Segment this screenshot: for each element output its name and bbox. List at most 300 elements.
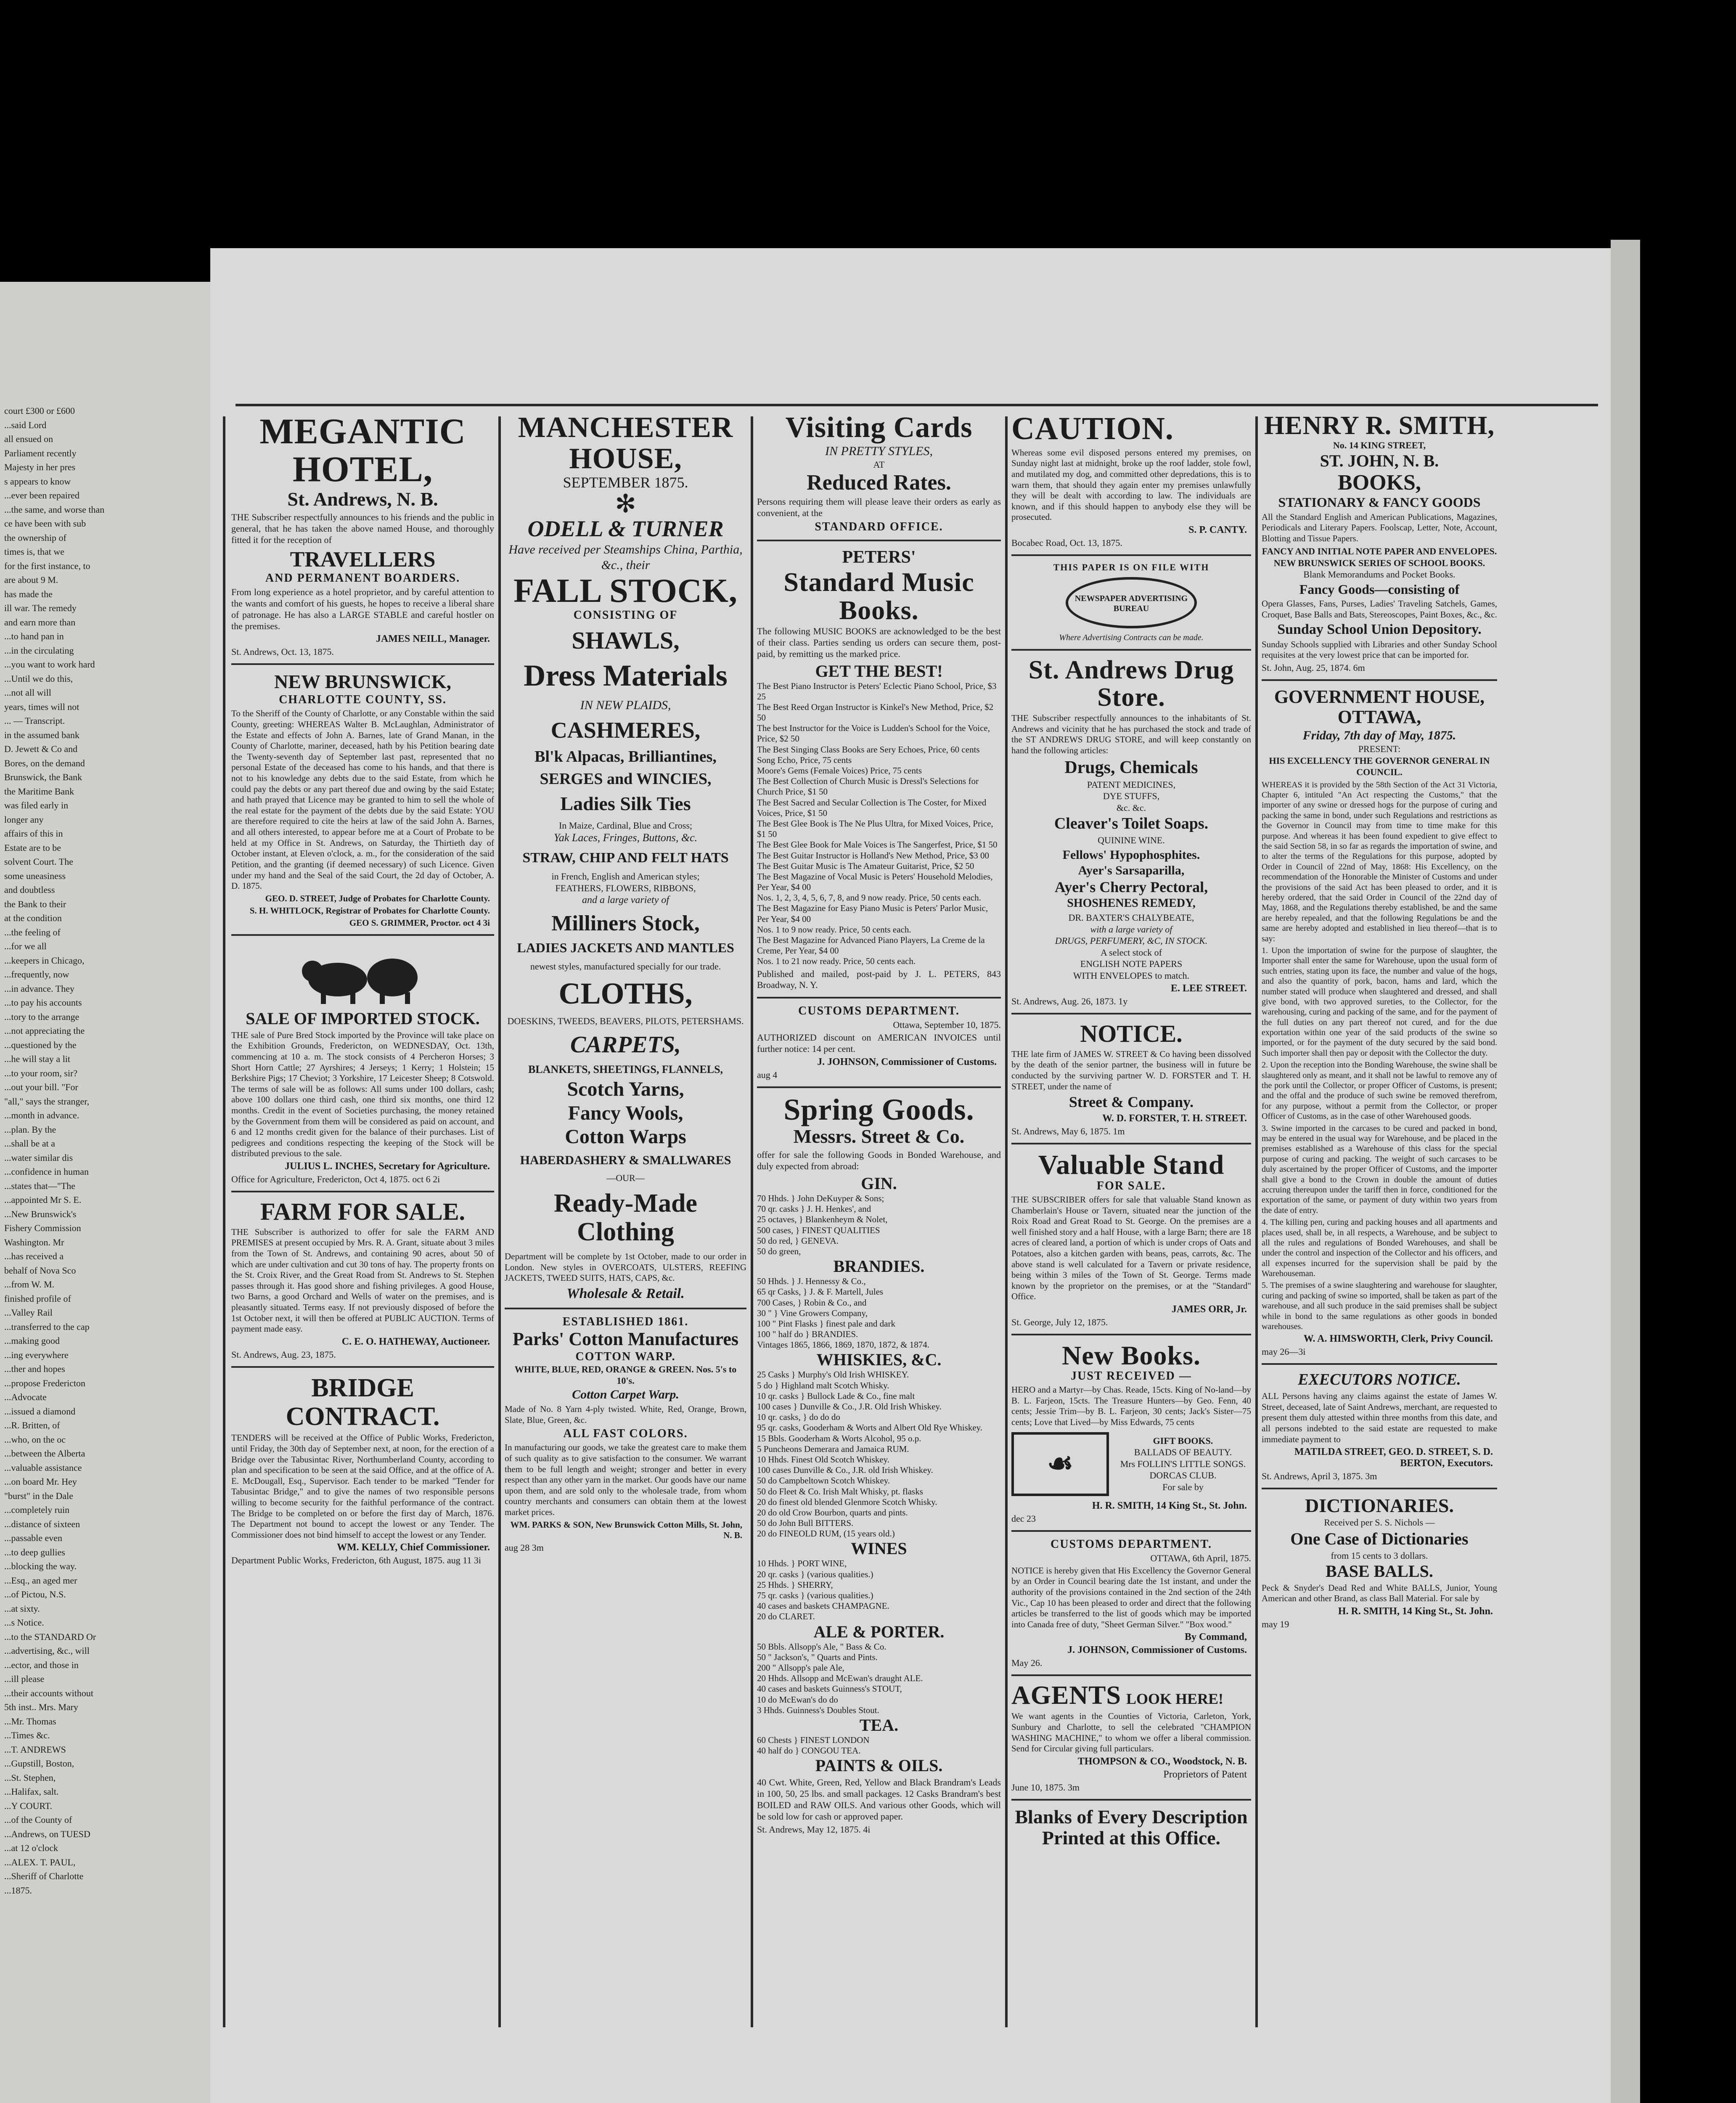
ale-list (757, 1642, 1001, 1716)
strip-line: the ownership of (4, 532, 66, 543)
agents-title: AGENTS (1011, 1681, 1121, 1710)
milliners-heading: Milliners Stock, (551, 911, 700, 936)
divider (757, 997, 1001, 999)
music-book-item: Moore's Gems (Female Voices) Price, 75 cents (757, 765, 922, 776)
ad-date: Office for Agriculture, Fredericton, Oct 4, 1875. oct 6 2i (231, 1174, 440, 1185)
sarsaparilla-line: Ayer's Sarsaparilla, (1078, 863, 1185, 877)
envelopes-line: WITH ENVELOPES to match. (1073, 970, 1190, 981)
left-page-fragment (0, 282, 210, 2103)
strip-line: ...Sheriff of Charlotte (4, 1871, 84, 1881)
visiting-cards-title: Visiting Cards (785, 412, 973, 444)
customs-signature: J. JOHNSON, Commissioner of Customs. (1067, 1645, 1247, 1656)
strip-line: "all," says the stranger, (4, 1096, 90, 1107)
government-date2: may 26—3i (1262, 1346, 1306, 1357)
music-text: The following MUSIC BOOKS are acknowledged to be the best of their class. Parties sending us orders can secure them, post-paid, by remitting us the marked price. (757, 626, 1001, 659)
stationary-text: All the Standard English and American Publications, Magazines, Periodicals and Literary Papers. Foolscap, Letter, Note, Account, Blotting and Tissue Papers. (1262, 511, 1497, 543)
brandy-item: 700 Cases, } Robin & Co., and (757, 1297, 867, 1308)
music-book-item: The Best Magazine for Easy Piano Music is Peters' Parlor Music, Per Year, $4 00 (757, 903, 988, 924)
emblem-sub: Where Advertising Contracts can be made. (1059, 633, 1204, 643)
column-3 (757, 412, 1001, 2031)
quinine-line: QUININE WINE. (1098, 835, 1165, 846)
strip-line: ...propose Fredericton (4, 1377, 86, 1388)
divider (757, 1086, 1001, 1088)
divider (1011, 1334, 1251, 1335)
ad-text: THE sale of Pure Bred Stock imported by the Province will take place on the Exhibition Grounds, Fredericton, on WEDNESDAY, Oct. 13th, commencing at 10 a. m. The stock consists of 4 Percheron Horses; 3 Short Horn Cattle; 27 Ayrshires; 4 Jerseys; 1 Kerry; 1 Holstein; 15 Berkshire Pigs; 17 Cheviot; 3 Yorkshire, 17 Leicester Sheep; 8 Cotswold. The terms of sale will be as follows: All sums under 100 dollars, cash; above 100 dollars one third cash, one third six months, one third 12 months. Credit in the event of Societies purchasing, the money retained by the Government from them will be considered as paid on account, and 6 and 12 months credit given for the balance of their purchases. List of pedigrees and conditions respecting the keeping of the Stock will be distributed previous to the sale. (231, 1030, 494, 1159)
wine-item: 20 qr. casks } (various qualities.) (757, 1569, 873, 1579)
strip-line: Estate are to be (4, 842, 61, 853)
agents-proprietors: Proprietors of Patent (1163, 1769, 1247, 1780)
our-line: —OUR— (606, 1173, 645, 1184)
column-5 (1262, 412, 1497, 2031)
strip-line: the Maritime Bank (4, 786, 74, 797)
divider (1011, 1530, 1251, 1532)
strip-line: ...Times &c. (4, 1730, 50, 1740)
brandy-item: Vintages 1865, 1866, 1869, 1870, 1872, & 1874. (757, 1340, 929, 1350)
ad-big: TRAVELLERS (290, 547, 436, 572)
whisky-item: 50 do John Bull BITTERS. (757, 1518, 854, 1528)
notice-title: NOTICE. (1080, 1020, 1183, 1048)
government-signature: W. A. HIMSWORTH, Clerk, Privy Council. (1303, 1333, 1493, 1345)
sunday-text: Sunday Schools supplied with Libraries and other Sunday School requisites at the very lowest price that can be imported for. (1262, 639, 1497, 660)
hats-heading: STRAW, CHIP AND FELT HATS (522, 850, 729, 866)
wholesale-line: Wholesale & Retail. (566, 1285, 685, 1301)
fellows-line: Fellows' Hypophosphites. (1062, 848, 1200, 862)
ornament-icon: ✻ (615, 490, 636, 518)
strip-line: times is, that we (4, 546, 64, 557)
customs-date2: May 26. (1011, 1658, 1043, 1669)
drug-text: THE Subscriber respectfully announces to the inhabitants of St. Andrews and vicinity that he has purchased the stock and trade of the ST ANDREWS DRUG STORE, and will keep constantly on hand the following articles: (1011, 713, 1251, 756)
music-book-item: The best Instructor for the Voice is Ludden's School for the Voice, Price, $2 50 (757, 723, 990, 744)
publisher-line: Published and mailed, post-paid by J. L. PETERS, 843 Broadway, N. Y. (757, 968, 1001, 991)
store-title: MANCHESTER HOUSE, (518, 412, 733, 475)
ad-signature: C. E. O. HATHEWAY, Auctioneer. (341, 1336, 490, 1347)
firm-name: Street & Company. (1069, 1094, 1194, 1111)
agents-text: We want agents in the Counties of Victoria, Carleton, York, Sunbury and Charlotte, to sell the celebrated "CHAMPION WASHING MACHINE," to whom we offer a liberal commission. Send for Circular giving full particulars. (1011, 1711, 1251, 1754)
strip-line: ...in advance. They (4, 983, 74, 994)
file-line: THIS PAPER IS ON FILE WITH (1053, 562, 1209, 573)
strip-line: has made the (4, 588, 53, 599)
strip-line: ...Mr. Thomas (4, 1716, 56, 1727)
dictionaries-title: DICTIONARIES. (1305, 1495, 1454, 1517)
ale-item: 50 Bbls. Allsopp's Ale, " Bass & Co. (757, 1641, 887, 1652)
haberdashery-line: HABERDASHERY & SMALLWARES (520, 1153, 731, 1168)
drugs-heading: Drugs, Chemicals (1064, 758, 1198, 777)
series-line: NEW BRUNSWICK SERIES OF SCHOOL BOOKS. (1273, 557, 1485, 568)
government-text: 2. Upon the reception into the Bonding Warehouse, the swine shall be slaughtered only as meant, and it shall not be lawful to remove any of the pork until the Collector, or proper Officer of Customs, is present; and the offal and the produce of such swine be removed therefrom, for any purpose, without a permit from the Collector, or proper Officer of Customs, as in the case of other Warehoused goods. (1262, 1060, 1497, 1121)
strip-line: ...said Lord (4, 419, 47, 430)
executors-title: EXECUTORS NOTICE. (1298, 1371, 1461, 1389)
ad-place: St. Andrews, N. B. (287, 488, 438, 510)
french-line: in French, English and American styles; (551, 871, 700, 882)
ad-text: THE Subscriber respectfully announces to his friends and the public in general, that he has taken the above named House, and thoroughly fitted it for the reception of (231, 512, 494, 546)
scotch-yarns: Scotch Yarns, (567, 1078, 684, 1100)
divider (1262, 679, 1497, 681)
top-rule (236, 404, 1598, 406)
fancy-paper-line: FANCY AND INITIAL NOTE PAPER AND ENVELOPES. (1262, 546, 1497, 557)
get-the-best: GET THE BEST! (815, 661, 943, 681)
established-line: ESTABLISHED 1861. (562, 1315, 689, 1329)
paints-text: 40 Cwt. White, Green, Red, Yellow and Black Brandram's Leads in 100, 50, 25 lbs. and small packages. 12 Casks Brandram's best BOILED and RAW OILS. And various other Goods, which will be sold low for cash or approved paper. (757, 1777, 1001, 1822)
visiting-sub: IN PRETTY STYLES, (825, 444, 933, 458)
divider (1011, 1143, 1251, 1144)
cashmeres-heading: CASHMERES, (550, 718, 701, 743)
strip-line: ...s Notice. (4, 1617, 44, 1628)
patent-line: PATENT MEDICINES, (1087, 779, 1176, 790)
strip-line: ...ther and hopes (4, 1364, 65, 1374)
strip-line: ...issued a diamond (4, 1406, 76, 1417)
present-line: PRESENT: (1358, 744, 1401, 755)
government-text: 1. Upon the importation of swine for the purpose of slaughter, the Importer shall enter the same for Warehouse, upon the usual form of such entries, stating upon its face, the number and value of the hogs, and also the quantity of pork, bacon, hams and lard, which the number stated will produce when slaughtered and dressed, and shall give bond, with two approved sureties, to the Collector, for the warehousing, curing and packing of the same, and for the payment of the full duties on any part thereof not cured, and for the due exportation within one year of the said products of the swine so imported, or for the payment of the duty secured by the said bond. Such importer shall then pay or deposit with the Collector the duty. (1262, 946, 1497, 1058)
caution-title: CAUTION. (1011, 412, 1174, 446)
music-book-item: The Best Sacred and Secular Collection is The Coster, for Mixed Voices, Price, $1 50 (757, 797, 987, 818)
gin-item: 500 cases, } FINEST QUALITIES (757, 1225, 880, 1235)
government-text: 3. Swine imported in the carcases to be cured and packed in bond, may be entered in the usual way for Warehouse, and be placed in the premises established as a Warehouse of this class for the special purpose of curing and packing. The weight of such carcases to be duly ascertained by the proper Officer of Customs, and the importer shall give a bond to the Crown in double the amount of duties accruing thereupon under the tariff then in force, conditioned for the exportation of the same, or payment of duty within two years from the date of entry. (1262, 1123, 1497, 1215)
government-text: WHEREAS it is provided by the 58th Section of the Act 31 Victoria, Chapter 6, intituled "An Act respecting the Customs," that the importer of any swine or dressed hogs for the purpose of curing and packing the same in bond, under such Regulations and restrictions as the Governor in Council may from time to time make for this purpose. And whereas it has been found expedient to give effect to the said Section 58, in so far as regards the importation of swine, and to alter the terms of the Regulations for this purpose, adopted by Order in Council of 22nd of May, 1868: His Excellency, on the recommendation of the Honorable the Minister of Customs and under the provisions of the said Act has been pleased to order, and it is hereby ordered, that the said Order in Council of the 22nd day of May, 1868, and the Regulations thereby established, be and the same are hereby repealed, and that the following Regulations be and the same are hereby adopted and established in lieu thereof—that is to say: (1262, 780, 1497, 943)
customs-text: NOTICE is hereby given that His Excellency the Governor General by an Order in Council bearing date the 1st instant, and under the authority of the provisions contained in the 2nd section of the 24th Vic., Cap 10 has been pleased to order and direct that the following articles be transferred to the list of goods which may be imported into Canada free of duty, "Sheet German Silver." "Box wood." (1011, 1565, 1251, 1629)
column-rule (498, 416, 501, 2027)
left-strip-text (4, 404, 202, 1897)
customs-heading: CUSTOMS DEPARTMENT. (798, 1004, 960, 1018)
strip-line: longer any (4, 814, 44, 825)
strip-line: ...to deep gullies (4, 1547, 65, 1557)
strip-line: ...ill please (4, 1674, 45, 1684)
sunday-school-heading: Sunday School Union Depository. (1277, 622, 1482, 638)
strip-line: ...confidence in human (4, 1166, 89, 1177)
whisky-item: 5 do } Highland malt Scotch Whisky. (757, 1380, 889, 1391)
blanks-notice: Blanks of Every Description Printed at this Office. (1015, 1806, 1248, 1849)
cloth-types: DOESKINS, TWEEDS, BEAVERS, PILOTS, PETERSHAMS. (507, 1016, 744, 1027)
strip-line: ...month in advance. (4, 1110, 79, 1120)
strip-line: ...to the STANDARD Or (4, 1631, 96, 1642)
whisky-item: 10 qr. casks } Bullock Lade & Co., fine malt (757, 1391, 915, 1401)
whisky-item: 50 do Campbeltown Scotch Whiskey. (757, 1475, 890, 1486)
fancy-goods-line: Fancy Goods—consisting of (1299, 581, 1460, 597)
strip-line: Brunswick, the Bank (4, 772, 82, 782)
strip-line: in the assumed bank (4, 729, 80, 740)
whisky-item: 20 do finest old blended Glenmore Scotch Whisky. (757, 1496, 937, 1507)
shawls-heading: SHAWLS, (572, 626, 680, 654)
whisky-item: 10 qr. casks, } do do do (757, 1412, 840, 1422)
strip-line: ...has received a (4, 1251, 64, 1261)
strip-line: ...not appreciating the (4, 1025, 85, 1036)
column-rule (1005, 416, 1008, 2027)
ale-item: 3 Hhds. Guinness's Doubles Stout. (757, 1705, 879, 1715)
base-balls-text: Peck & Snyder's Dead Red and White BALLS, Junior, Young American and other Brand, as class Ball Material. For sale by (1262, 1582, 1497, 1604)
base-balls-heading: BASE BALLS. (1326, 1561, 1433, 1581)
strip-line: ...New Brunswick's (4, 1208, 77, 1219)
just-received: JUST RECEIVED — (1071, 1369, 1192, 1383)
ad-signature: JAMES NEILL, Manager. (376, 633, 490, 645)
caution-date: Bocabec Road, Oct. 13, 1875. (1011, 538, 1122, 548)
divider (231, 663, 494, 665)
megantic-hotel-ad (231, 412, 494, 657)
strip-line: some uneasiness (4, 870, 66, 881)
ad-text: TENDERS will be received at the Office of Public Works, Fredericton, until Friday, the 30th day of September next, at noon, for the erection of a Bridge over the Tabusintac River, Northumberland County, according to plan and specification to be seen at the said Office, and at the office of A. E. McDougall, Esq., Supervisor. Each tender to be marked "Tender for Tabusintac Bridge," and to give the names of two responsible persons willing to become security for the faithful performance of the contract. The Bridge to be completed on or before the first day of March, 1876. The Department not bound to accept the lowest or any Tender. The Commissioner does not bind himself to accept the lowest or any Tender. (231, 1433, 494, 1540)
visiting-text: Persons requiring them will please leave their orders as early as convenient, at the (757, 496, 1001, 518)
excellency-line: HIS EXCELLENCY THE GOVERNOR GENERAL IN COUNCIL. (1269, 755, 1490, 778)
ale-item: 10 do McEwan's do do (757, 1694, 838, 1705)
strip-line: ...blocking the way. (4, 1561, 77, 1571)
stand-text: THE SUBSCRIBER offers for sale that valuable Stand known as Chamberlain's House or Tavern, situated near the junction of the Roix Road and Great Road to St. George. On the premises are a well finished story and a half House, with a large Barn; there are 18 acres of cleared land, a portion of which is under crops of Oats and Potatoes, also a kitchen garden with beans, peas, carrots, &c. The above stand is well calculated for a Tavern or private residence, being within 3 miles of the Town of St. George. Terms made known by the proprietor on the premises, or at the "Standard" Office. (1011, 1194, 1251, 1302)
wine-item: 25 Hhds. } SHERRY, (757, 1579, 833, 1590)
for-sale-line: FOR SALE. (1096, 1179, 1166, 1192)
stand-title: Valuable Stand (1038, 1149, 1225, 1180)
strip-line: ...R. Britten, of (4, 1420, 60, 1430)
divider (1011, 1799, 1251, 1801)
smith-city: ST. JOHN, N. B. (1320, 451, 1439, 470)
whisky-item: 20 do old Crow Bourbon, quarts and pints. (757, 1507, 908, 1518)
strip-line: ...frequently, now (4, 969, 69, 980)
wine-item: 40 cases and baskets CHAMPAGNE. (757, 1601, 889, 1611)
gin-item: 70 Hhds. } John DeKuyper & Sons; (757, 1193, 884, 1204)
books-date: dec 23 (1011, 1513, 1036, 1524)
cotton-warps: Cotton Warps (565, 1126, 686, 1148)
tea-list (757, 1735, 1001, 1756)
strip-line: ...passable even (4, 1533, 63, 1543)
dictionaries-price: from 15 cents to 3 dollars. (1331, 1550, 1428, 1561)
whiskies-heading: WHISKIES, &C. (816, 1350, 942, 1369)
one-case-line: One Case of Dictionaries (1290, 1529, 1469, 1549)
ties-colors: In Maize, Cardinal, Blue and Cross; (558, 820, 693, 831)
ad-title: BRIDGE CONTRACT. (286, 1373, 440, 1431)
strip-line: ...states that—"The (4, 1180, 76, 1191)
livestock-icon (287, 942, 439, 1005)
carpets-heading: CARPETS, (570, 1031, 681, 1058)
strip-line: ...ever been repaired (4, 490, 79, 501)
divider (231, 934, 494, 936)
strip-line: ...to pay his accounts (4, 997, 82, 1008)
strip-line: ...on board Mr. Hey (4, 1476, 77, 1487)
gin-item: 70 qr. casks } J. H. Henkes', and (757, 1204, 871, 1214)
customs-date: Ottawa, September 10, 1875. (893, 1020, 1001, 1030)
ale-item: 200 " Allsopp's pale Ale, (757, 1662, 844, 1673)
ad-text: THE Subscriber is authorized to offer for sale the FARM AND PREMISES at present occupied by Mrs. R. A. Grant, situate about 3 miles from the Town of St. Andrews, and containing 90 acres, about 50 of which are under cultivation and cut 30 tons of hay. The property fronts on the St. Croix River, and the Great Road from St. Andrews to St. Stephen passes through it. Has good shore and fishing privileges. A good House, two Barns, a good Orchard and Wells of water on the premises, and is pleasantly situated. Terms easy. If not previously disposed of before the 1st October next, it will then be offered at PUBLIC AUCTION. Terms of payment made easy. (231, 1226, 494, 1334)
strip-line: ...questioned by the (4, 1039, 77, 1050)
paints-heading: PAINTS & OILS. (815, 1756, 943, 1775)
column-rule (223, 416, 225, 2027)
warp-colors: WHITE, BLUE, RED, ORANGE & GREEN. Nos. 5's to 10's. (514, 1364, 737, 1386)
strip-line: ...distance of sixteen (4, 1518, 80, 1529)
dress-materials-heading: Dress Materials (524, 658, 728, 692)
strip-line: ill war. The remedy (4, 603, 77, 613)
brandy-item: 65 qr Casks, } J. & F. Martell, Jules (757, 1287, 884, 1297)
strip-line: ...1875. (4, 1885, 32, 1896)
whisky-item: 95 qr. casks, Gooderham & Worts and Albert Old Rye Whiskey. (757, 1422, 983, 1433)
books-heading: BOOKS, (1338, 470, 1421, 495)
strip-line: Fishery Commission (4, 1223, 81, 1233)
cloths-heading: CLOTHS, (558, 977, 693, 1011)
fancy-wools: Fancy Wools, (568, 1102, 683, 1124)
brandy-item: 100 " Pint Flasks } finest pale and dark (757, 1318, 895, 1329)
music-book-item: Nos. 1 to 9 now ready. Price, 50 cents each. (757, 924, 911, 935)
ad-date: St. Andrews, Oct. 13, 1875. (231, 646, 334, 657)
strip-line: and doubtless (4, 885, 55, 895)
dye-line: DYE STUFFS, (1103, 791, 1160, 802)
smith-title: HENRY R. SMITH, (1264, 412, 1495, 440)
strip-line: ...the same, and worse than (4, 504, 105, 515)
base-balls-date: may 19 (1262, 1618, 1289, 1629)
notice-title: NEW BRUNSWICK, (274, 671, 451, 693)
strip-line: ...of the County of (4, 1814, 72, 1825)
messrs-street: Messrs. Street & Co. (793, 1126, 965, 1147)
offer-text: offer for sale the following Goods in Bonded Warehouse, and duly expected from abroad: (757, 1149, 1001, 1172)
government-text: 5. The premises of a swine slaughtering and warehouse for slaughter, curing and packing of swine so imported, shall be taken as part of the warehouse, and all such produce in the said premises shall be subject while in bond to the same regulations as other goods in bonded warehouses. (1262, 1281, 1497, 1332)
whisky-list (757, 1369, 1001, 1539)
tea-item: 40 half do } CONGOU TEA. (757, 1745, 861, 1756)
book-emblem: ☙ (1011, 1432, 1109, 1496)
sunday-date: St. John, Aug. 25, 1874. 6m (1262, 662, 1365, 673)
strip-line: ...not all will (4, 687, 51, 698)
executors-date: St. Andrews, April 3, 1875. 3m (1262, 1471, 1377, 1482)
ready-made-heading: Ready-Made Clothing (554, 1189, 697, 1246)
gin-list (757, 1193, 1001, 1257)
ale-heading: ALE & PORTER. (813, 1622, 945, 1641)
tea-heading: TEA. (859, 1715, 899, 1735)
stationary-heading: STATIONARY & FANCY GOODS (1278, 494, 1481, 510)
music-book-item: The Best Glee Book is The Ne Plus Ultra, for Mixed Voices, Price, $1 50 (757, 818, 993, 840)
follen-line: Mrs FOLLIN'S LITTLE SONGS. (1120, 1458, 1246, 1469)
gift-books: GIFT BOOKS. (1153, 1435, 1213, 1446)
strip-line: ...at 12 o'clock (4, 1843, 58, 1853)
firm-name: ODELL & TURNER (527, 516, 724, 542)
parks-heading: Parks' Cotton Manufactures (513, 1329, 738, 1350)
new-books-title: New Books. (1061, 1340, 1201, 1371)
divider (231, 1366, 494, 1368)
executors-signature: MATILDA STREET, GEO. D. STREET, S. D. BERTON, Executors. (1294, 1446, 1493, 1469)
brandy-item: 100 " half do } BRANDIES. (757, 1329, 858, 1340)
strip-line: ...shall be at a (4, 1138, 55, 1149)
music-book-item: Nos. 1 to 21 now ready. Price, 50 cents each. (757, 956, 916, 967)
strip-line: Bores, on the demand (4, 758, 85, 768)
livestock-engraving (231, 942, 494, 1009)
blankets-line: BLANKETS, SHEETINGS, FLANNELS, (528, 1063, 723, 1076)
whisky-item: 20 do FINEOLD RUM, (15 years old.) (757, 1528, 895, 1539)
strip-line: all ensued on (4, 434, 53, 444)
notice-text: To the Sheriff of the County of Charlotte, or any Constable within the said County, greeting: WHEREAS Walter B. McLaughlan, Administrator of the Estate and effects of John A. Barnes, late of Grand Manan, in the County of Charlotte, mariner, deceased, hath by his Petition bearing date the Twenty-seventh day of September last past, represented that no personal Estate of the deceased has come to his hands, and that there is not to his knowledge any debts due to the said Estate, from which he could pay the debts or any part thereof due and owing by the said Estate; and hath prayed that Licence may be granted to him to sell the whole of the real estate for the payment of the debts due by the said Estate: YOU are therefore required to cite the heirs at law of the said John A. Barnes, and all others interested, to appear before me at a Court of Probate to be held at my Office in St. Andrews, on Saturday, the Thirtieth day of October instant, at Eleven o'clock, a. m., for the consideration of the said Petition, and the granting (if deemed necessary) of such Licence. Given under my hand and the Seal of the said Court, the 2d day of October, A. D. 1875. (231, 708, 494, 891)
ad-title: SALE OF IMPORTED STOCK. (246, 1009, 480, 1028)
strip-line: ...between the Alberta (4, 1448, 85, 1459)
divider (1011, 554, 1251, 556)
music-book-item: The Best Reed Organ Instructor is Kinkel's New Method, Price, $2 50 (757, 702, 994, 723)
drug-signature: E. LEE STREET. (1171, 983, 1247, 994)
divider (1262, 1363, 1497, 1365)
strip-line: ...completely ruin (4, 1504, 70, 1515)
agents-signature: THOMPSON & CO., Woodstock, N. B. (1077, 1756, 1247, 1767)
strip-line: ...Gupstill, Boston, (4, 1758, 74, 1769)
whisky-item: 15 Bbls. Gooderham & Worts Alcohol, 95 o.p. (757, 1433, 921, 1443)
strip-line: are about 9 M. (4, 575, 58, 585)
stand-date: St. George, July 12, 1875. (1011, 1317, 1108, 1328)
whisky-item: 100 cases Dunville & Co., J.R. old Irish Whiskey. (757, 1465, 933, 1475)
strip-line: ...valuable assistance (4, 1462, 82, 1473)
strip-line: and earn more than (4, 617, 76, 628)
ad-signature: WM. KELLY, Chief Commissioner. (336, 1542, 490, 1553)
parks-text: In manufacturing our goods, we take the greatest care to make them of such quality as to give satisfaction to the consumer. We warrant them to be full length and weight; stronger and better in every respect than any other yarn in the market. Our goods have our name upon them, and are sold only to the wholesale trade, from whom country merchants and consumers can obtain them at the lowest market prices. (505, 1442, 746, 1518)
music-book-item: The Best Collection of Church Music is Dressl's Selections for Church Price, $1 50 (757, 776, 979, 797)
whisky-item: 25 Casks } Murphy's Old Irish WHISKEY. (757, 1369, 909, 1380)
wines-heading: WINES (851, 1539, 907, 1558)
dictionaries-received: Received per S. S. Nichols — (1324, 1517, 1435, 1528)
strip-line: ...ing everywhere (4, 1349, 69, 1360)
music-book-item: Song Echo, Price, 75 cents (757, 755, 852, 765)
farm-for-sale-ad (231, 1198, 494, 1360)
advertising-bureau-emblem (1066, 577, 1197, 628)
strip-line: ...Y COURT. (4, 1800, 53, 1811)
divider (1011, 1674, 1251, 1676)
music-book-item: The Best Piano Instructor is Peters' Eclectic Piano School, Price, $3 25 (757, 681, 997, 702)
drug-store-title: St. Andrews Drug Store. (1028, 656, 1234, 712)
executors-text: ALL Persons having any claims against the estate of James W. Street, deceased, late of Saint Andrews, merchant, are requested to present them duly attested within three months from this date, and all persons indebted to the said estate are requested to make immediate payment to (1262, 1391, 1497, 1444)
jackets-line: LADIES JACKETS AND MANTLES (517, 940, 734, 956)
brandy-item: 50 Hhds. } J. Hennessy & Co., (757, 1276, 866, 1287)
strip-line: ...Until we do this, (4, 673, 73, 684)
music-books-title: Standard Music Books. (783, 567, 974, 625)
strip-line: ...their accounts without (4, 1687, 94, 1698)
whisky-item: 5 Puncheons Demerara and Jamaica RUM. (757, 1443, 909, 1454)
strip-line: ...from W. M. (4, 1279, 55, 1290)
perfume-line: DRUGS, PERFUMERY, &C, IN STOCK. (1055, 935, 1208, 946)
customs-by: By Command, (1184, 1632, 1247, 1643)
notice-signature: W. D. FORSTER, T. H. STREET. (1102, 1112, 1247, 1124)
strip-line: 5th inst.. Mrs. Mary (4, 1702, 78, 1712)
ties-heading: Ladies Silk Ties (560, 793, 691, 815)
alpacas-line: Bl'k Alpacas, Brilliantines, (535, 747, 717, 765)
strip-line: ...for we all (4, 941, 47, 951)
baxter-line: DR. BAXTER'S CHALYBEATE, (1068, 912, 1194, 923)
strip-line: behalf of Nova Sco (4, 1265, 76, 1276)
strip-line: solvent Court. The (4, 856, 73, 867)
strip-line: ...T. ANDREWS (4, 1744, 66, 1755)
notice-signature: GEO. D. STREET, Judge of Probates for Charlotte County. (265, 893, 490, 903)
variety-line: with a large variety of (1090, 924, 1172, 935)
stand-signature: JAMES ORR, Jr. (1171, 1304, 1247, 1315)
strip-line: affairs of this in (4, 828, 63, 839)
strip-line: ...he will stay a lit (4, 1054, 71, 1064)
made-text: Made of No. 8 Yarn 4-ply twisted. White, Red, Orange, Brown, Slate, Blue, Green, &c. (505, 1404, 746, 1425)
music-books-list (757, 681, 1001, 967)
column-rule (1255, 416, 1258, 2027)
strip-line: ...keepers in Chicago, (4, 955, 85, 966)
customs-heading: CUSTOMS DEPARTMENT. (1051, 1537, 1212, 1551)
store-date: SEPTEMBER 1875. (563, 474, 688, 491)
customs-date: OTTAWA, 6th April, 1875. (1150, 1552, 1251, 1563)
imported-stock-ad (231, 942, 494, 1185)
newest-line: newest styles, manufactured specially for our trade. (530, 961, 721, 972)
strip-line: ...appointed Mr S. E. (4, 1195, 82, 1205)
parks-date: aug 28 3m (505, 1542, 544, 1553)
caution-text: Whereas some evil disposed persons entered my premises, on Sunday night last at midnight, broke up the roof ladder, stole fowl, and mutilated my dog, and committed other depredations, this is to warn them, that should they again enter my premises unlawfully they will be dealt with according to law. The individuals are known, and if this should happen to anybody else they will be prosecuted. (1011, 447, 1251, 522)
strip-line: ...at sixty. (4, 1603, 40, 1614)
at-line: AT (873, 459, 885, 470)
wine-item: 10 Hhds. } PORT WINE, (757, 1558, 847, 1569)
new-brunswick-notice (231, 671, 494, 928)
strip-line: D. Jewett & Co and (4, 744, 78, 754)
strip-line: s appears to know (4, 476, 71, 487)
column-2 (505, 412, 746, 2031)
notice-sub: CHARLOTTE COUNTY, SS. (279, 693, 447, 707)
divider (1011, 649, 1251, 651)
whisky-item: 10 Hhds. Finest Old Scotch Whiskey. (757, 1454, 889, 1465)
strip-line: at the condition (4, 913, 62, 923)
select-line: A select stock of (1100, 947, 1162, 958)
music-book-item: The Best Singing Class Books are Sery Echoes, Price, 60 cents (757, 744, 980, 755)
music-book-item: The Best Guitar Music is The Amateur Guitarist, Price, $2 50 (757, 861, 974, 871)
divider (1011, 1013, 1251, 1014)
strip-line: ... — Transcript. (4, 715, 65, 726)
strip-line: ...Andrews, on TUESD (4, 1828, 90, 1839)
bridge-contract-ad (231, 1374, 494, 1566)
brandy-list (757, 1276, 1001, 1350)
